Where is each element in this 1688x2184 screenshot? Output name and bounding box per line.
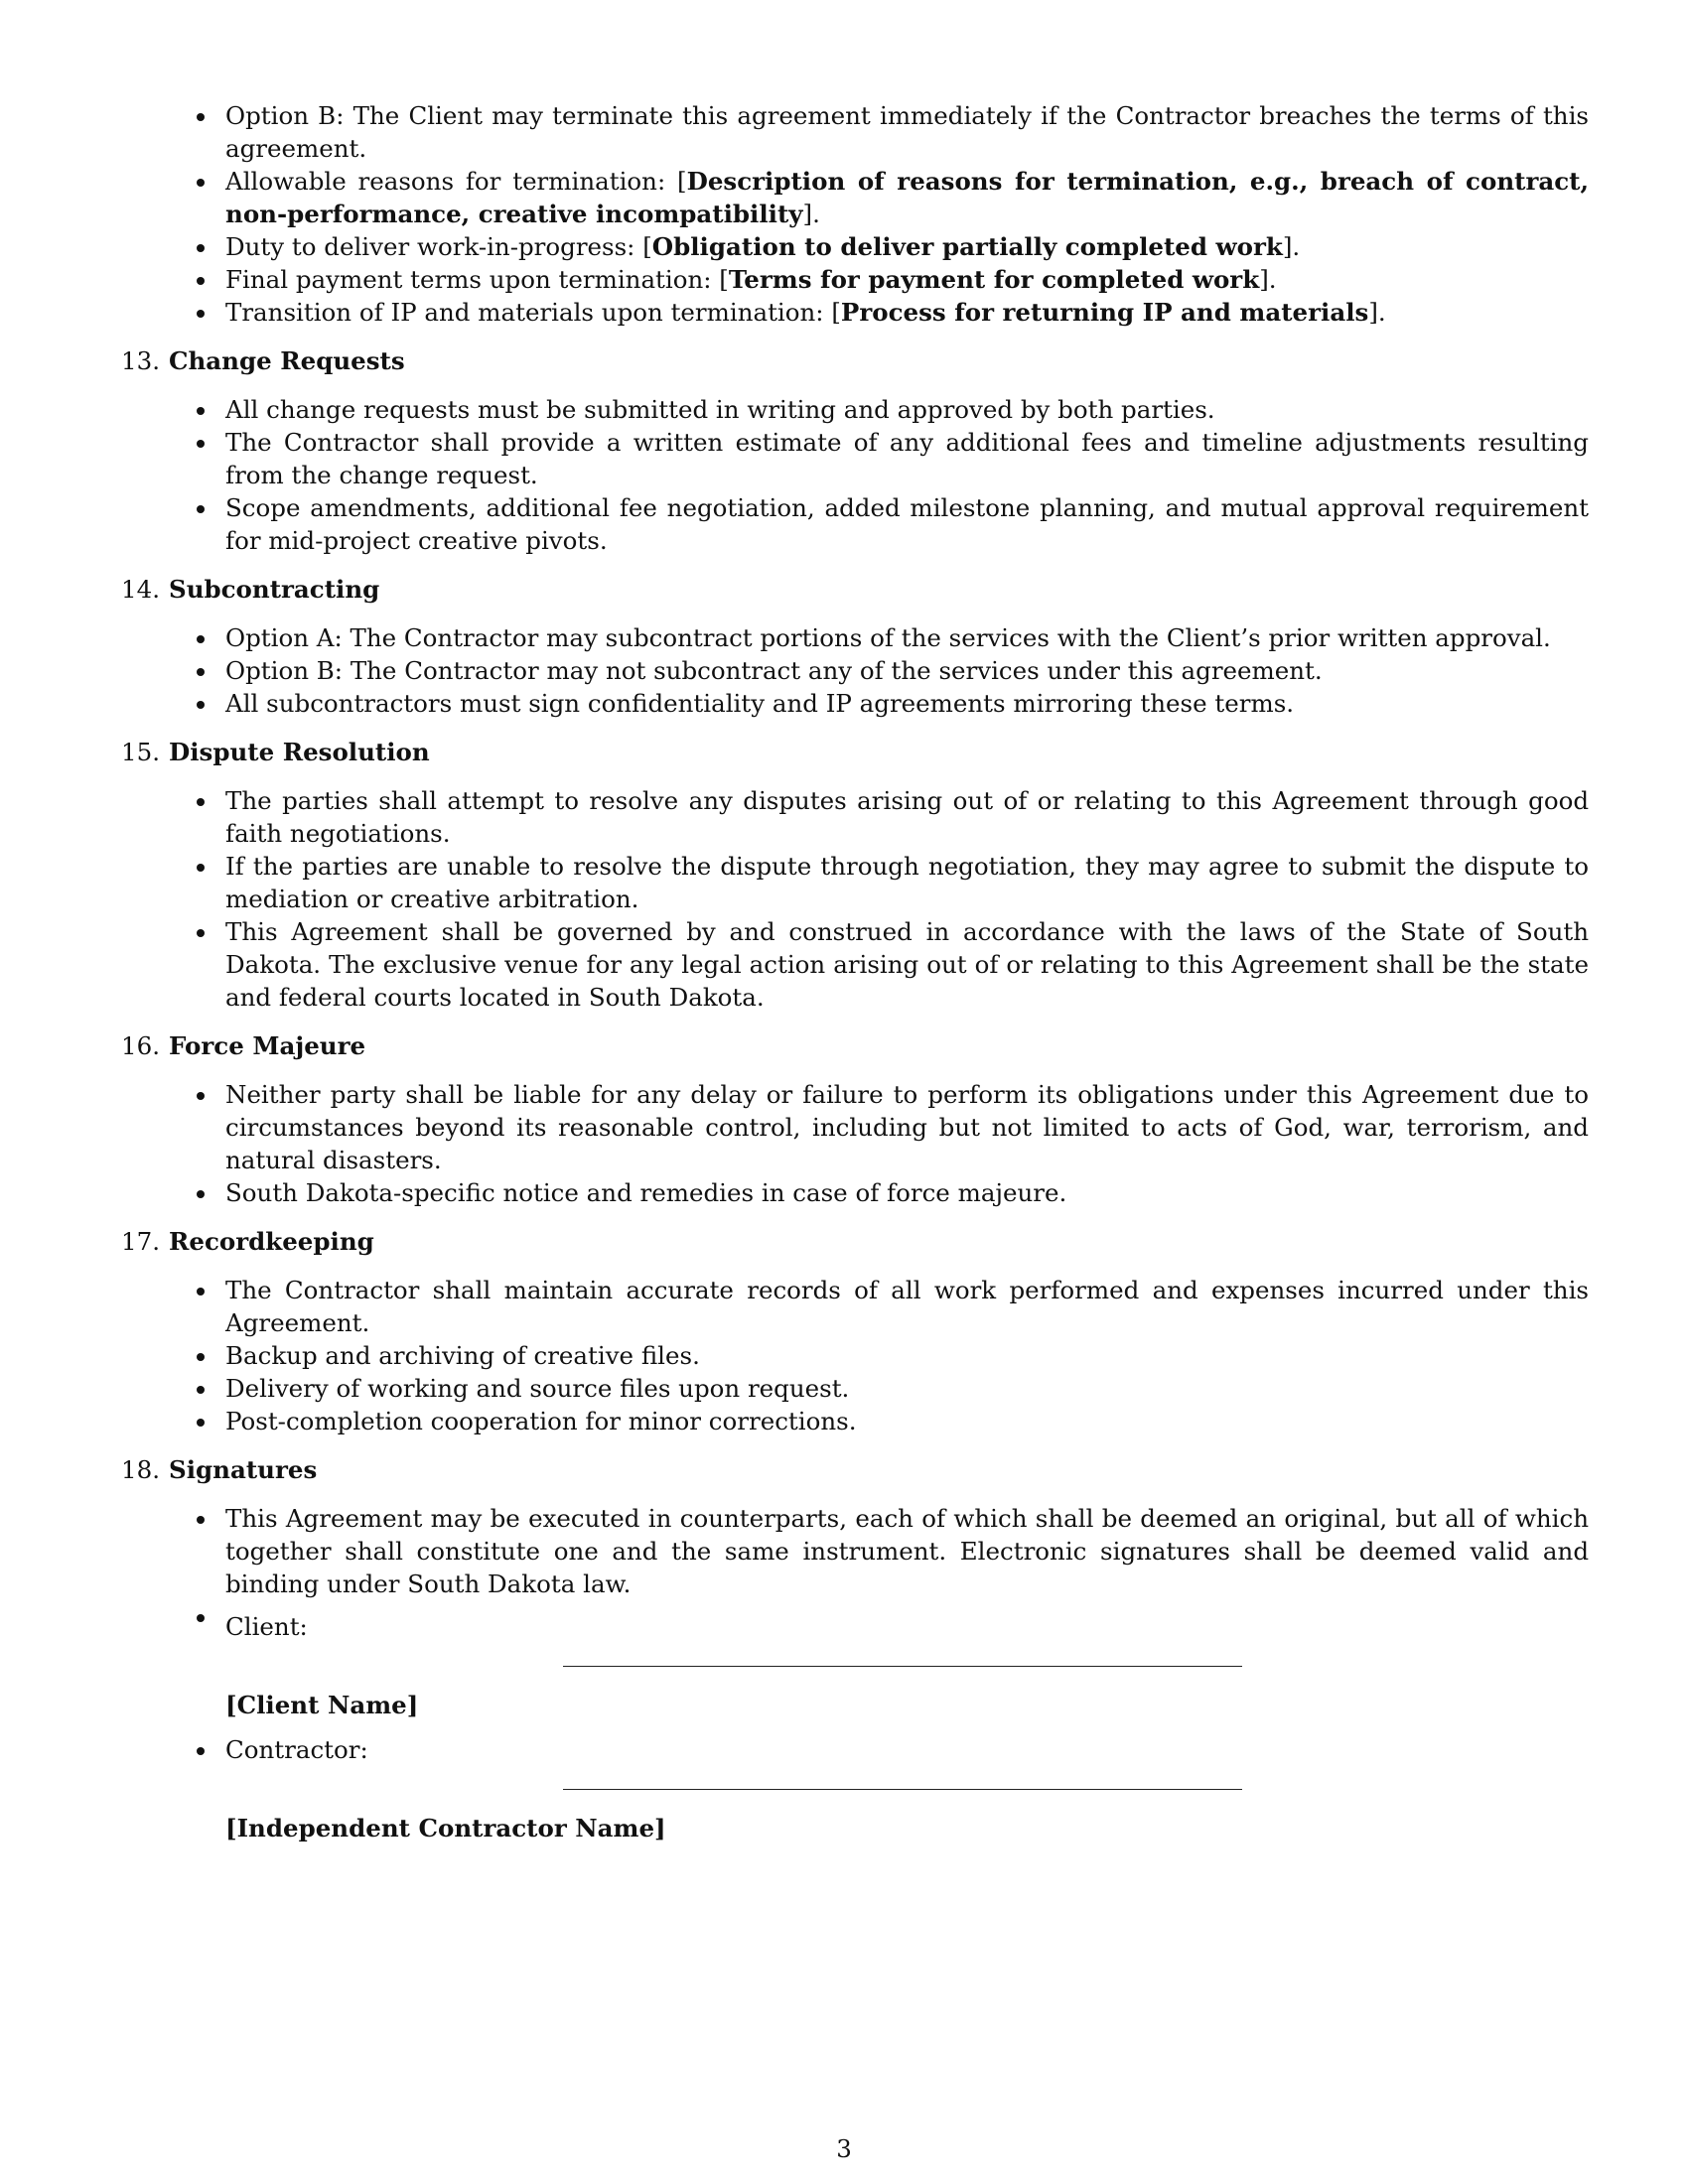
list-item: Neither party shall be liable for any delay or failure to perform its obligations under this Agreement due to circumstances beyond its reasonable control, including but not limited to acts of God, war, terrorism, and natural disasters.	[225, 1080, 1589, 1174]
placeholder-text: Obligation to deliver partially completed work	[651, 232, 1283, 261]
section-signatures	[111, 1453, 1589, 1844]
section-force-majeure	[111, 1029, 1589, 1209]
list-item: All change requests must be submitted in writing and approved by both parties.	[225, 393, 1589, 426]
contractor-name: [Independent Contractor Name]	[225, 1814, 666, 1843]
section-heading	[111, 1453, 1589, 1486]
section-heading	[111, 736, 1589, 768]
bullet-text-end: ].	[1259, 265, 1277, 294]
section-bullet-list	[111, 1502, 1589, 1844]
list-item: The Contractor shall maintain accurate records of all work performed and expenses incurred under this Agreement.	[225, 1276, 1589, 1337]
list-item: The Contractor shall provide a written estimate of any additional fees and timeline adjustments resulting from the change request.	[225, 428, 1589, 489]
section-title: Dispute Resolution	[169, 738, 430, 766]
section-number: 13.	[121, 346, 160, 375]
section-heading	[111, 573, 1589, 606]
section-heading	[111, 1029, 1589, 1062]
section-bullet-list	[111, 784, 1589, 1014]
list-item	[225, 99, 1589, 165]
list-item: Post-completion cooperation for minor corrections.	[225, 1405, 1589, 1437]
section-change-requests	[111, 344, 1589, 557]
list-item: If the parties are unable to resolve the dispute through negotiation, they may agree to submit the dispute to mediation or creative arbitration.	[225, 852, 1589, 913]
contractor-signature-line[interactable]	[563, 1789, 1242, 1790]
placeholder-text: Terms for payment for completed work	[728, 265, 1260, 294]
list-item: Option A: The Contractor may subcontract portions of the services with the Client’s prior written approval.	[225, 621, 1589, 654]
section-bullet-list	[111, 621, 1589, 720]
list-item: Scope amendments, additional fee negotiation, added milestone planning, and mutual approval requirement for mid-project creative pivots.	[225, 493, 1589, 555]
contractor-label: Contractor:	[225, 1735, 368, 1764]
list-item	[225, 296, 1589, 329]
bullet-text: Option B: The Client may terminate this agreement immediately if the Contractor breaches the terms of this agreement.	[225, 101, 1589, 163]
list-item: All subcontractors must sign confidentiality and IP agreements mirroring these terms.	[225, 687, 1589, 720]
list-item: Backup and archiving of creative files.	[225, 1339, 1589, 1372]
list-item: This Agreement shall be governed by and construed in accordance with the laws of the State of South Dakota. The exclusive venue for any legal action arising out of or relating to this Agreement shall be the state and federal courts located in South Dakota.	[225, 917, 1589, 1012]
section-number: 18.	[121, 1455, 160, 1484]
list-item	[225, 230, 1589, 263]
section-bullet-list	[111, 1274, 1589, 1437]
list-item: Delivery of working and source files upon request.	[225, 1372, 1589, 1405]
section-dispute-resolution	[111, 736, 1589, 1014]
list-item: The parties shall attempt to resolve any disputes arising out of or relating to this Agreement through good faith negotiations.	[225, 786, 1589, 848]
list-item: South Dakota-specific notice and remedies in case of force majeure.	[225, 1176, 1589, 1209]
section-title: Force Majeure	[169, 1031, 366, 1060]
list-item	[225, 263, 1589, 296]
client-signature-block	[225, 1600, 1589, 1721]
section-number: 14.	[121, 575, 160, 604]
bullet-text: Final payment terms upon termination: [	[225, 265, 729, 294]
list-item	[225, 165, 1589, 230]
termination-bullet-list	[111, 99, 1589, 329]
section-bullet-list	[111, 1078, 1589, 1209]
bullet-text: Duty to deliver work-in-progress: [	[225, 232, 652, 261]
bullet-text-end: ].	[802, 200, 820, 228]
placeholder-text: Process for returning IP and materials	[840, 298, 1369, 327]
section-title: Signatures	[169, 1455, 318, 1484]
section-title: Subcontracting	[169, 575, 380, 604]
bullet-text-end: ].	[1368, 298, 1386, 327]
placeholder-text: Description of reasons for termination, e.g., breach of contract, non-performance, creative incompatibility	[225, 167, 1589, 228]
list-item: Option B: The Contractor may not subcontract any of the services under this agreement.	[225, 654, 1589, 687]
section-heading	[111, 344, 1589, 377]
section-number: 16.	[121, 1031, 160, 1060]
section-title: Change Requests	[169, 346, 405, 375]
client-label: Client:	[225, 1612, 308, 1641]
bullet-text-end: ].	[1282, 232, 1301, 261]
section-number: 15.	[121, 738, 160, 766]
section-subcontracting	[111, 573, 1589, 720]
section-bullet-list	[111, 393, 1589, 557]
client-signature-line[interactable]	[563, 1666, 1242, 1667]
section-number: 17.	[121, 1227, 160, 1256]
list-item: This Agreement may be executed in counterparts, each of which shall be deemed an original, but all of which together shall constitute one and the same instrument. Electronic signatures shall be deemed valid and binding under South Dakota law.	[225, 1504, 1589, 1598]
section-title: Recordkeeping	[169, 1227, 374, 1256]
client-name: [Client Name]	[225, 1691, 419, 1719]
section-recordkeeping	[111, 1225, 1589, 1437]
document-body	[111, 99, 1589, 1856]
section-heading	[111, 1225, 1589, 1258]
bullet-text: Allowable reasons for termination: [	[225, 167, 687, 196]
bullet-text: Transition of IP and materials upon termination: [	[225, 298, 841, 327]
contractor-signature-block	[225, 1733, 1589, 1844]
page-number: 3	[836, 2134, 852, 2163]
